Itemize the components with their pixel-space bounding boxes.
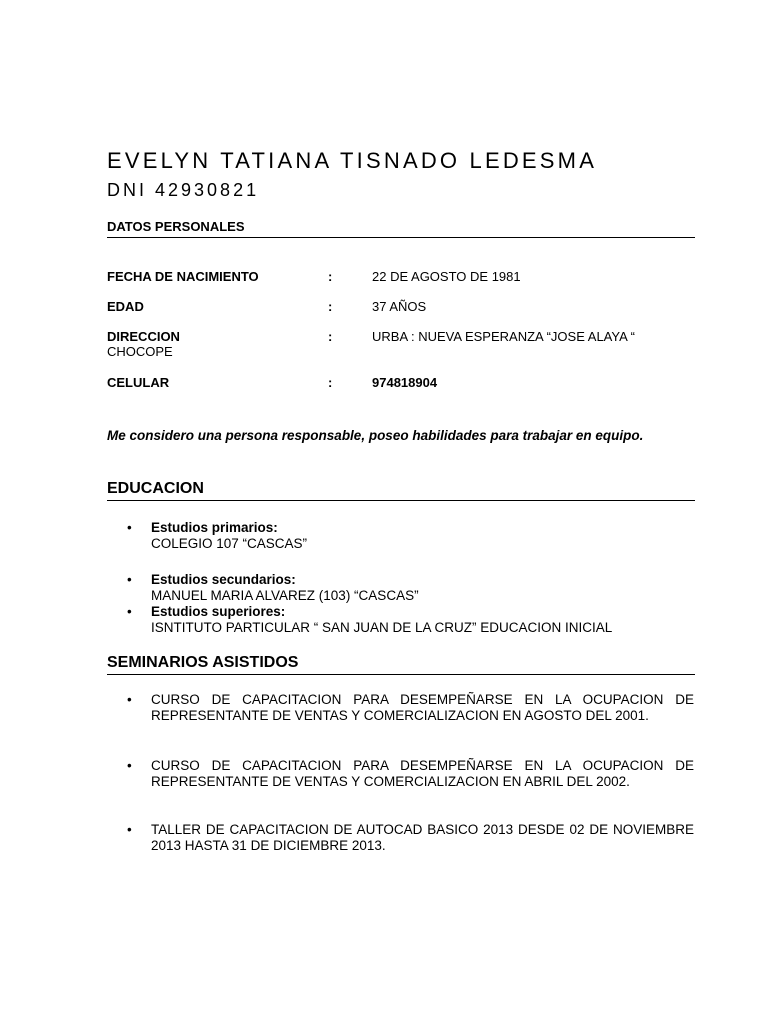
- row-label: DIRECCION: [107, 329, 180, 344]
- row-value: URBA : NUEVA ESPERANZA “JOSE ALAYA “: [372, 329, 635, 344]
- bullet-icon: •: [127, 604, 132, 619]
- section-title-education: EDUCACION: [107, 480, 695, 501]
- seminar-text: CURSO DE CAPACITACION PARA DESEMPEÑARSE EN LA OCUPACION DE REPRESENTANTE DE VENTAS Y COMERCIALIZACION EN ABRIL DEL 2002.: [151, 758, 694, 789]
- seminar-text: CURSO DE CAPACITACION PARA DESEMPEÑARSE EN LA OCUPACION DE REPRESENTANTE DE VENTAS Y COMERCIALIZACION EN AGOSTO DEL 2001.: [151, 692, 694, 723]
- row-value: 22 DE AGOSTO DE 1981: [372, 269, 521, 284]
- section-title-seminars: SEMINARIOS ASISTIDOS: [107, 654, 695, 675]
- row-colon: :: [328, 299, 333, 314]
- seminar-text: TALLER DE CAPACITACION DE AUTOCAD BASICO 2013 DESDE 02 DE NOVIEMBRE 2013 HASTA 31 DE DICIEMBRE 2013.: [151, 822, 694, 853]
- candidate-dni: DNI 42930821: [107, 180, 260, 200]
- bullet-icon: •: [127, 572, 132, 587]
- candidate-name: EVELYN TATIANA TISNADO LEDESMA: [107, 148, 598, 173]
- row-colon: :: [328, 329, 333, 344]
- row-label: EDAD: [107, 299, 144, 314]
- education-school: MANUEL MARIA ALVAREZ (103) “CASCAS”: [151, 588, 419, 603]
- row-label: FECHA DE NACIMIENTO: [107, 269, 259, 284]
- row-value: 974818904: [372, 375, 438, 390]
- section-title-personal: DATOS PERSONALES: [107, 219, 695, 238]
- row-label: CELULAR: [107, 375, 170, 390]
- education-school: ISNTITUTO PARTICULAR “ SAN JUAN DE LA CRUZ” EDUCACION INICIAL: [151, 620, 613, 635]
- bullet-icon: •: [127, 822, 132, 837]
- profile-statement: Me considero una persona responsable, poseo habilidades para trabajar en equipo.: [107, 428, 644, 443]
- education-level: Estudios superiores:: [151, 604, 286, 619]
- row-value-continuation: CHOCOPE: [107, 344, 173, 359]
- row-colon: :: [328, 375, 333, 390]
- education-level: Estudios secundarios:: [151, 572, 296, 587]
- bullet-icon: •: [127, 692, 132, 707]
- row-value: 37 AÑOS: [372, 299, 427, 314]
- education-school: COLEGIO 107 “CASCAS”: [151, 536, 308, 551]
- education-level: Estudios primarios:: [151, 520, 278, 535]
- bullet-icon: •: [127, 758, 132, 773]
- row-colon: :: [328, 269, 333, 284]
- bullet-icon: •: [127, 520, 132, 535]
